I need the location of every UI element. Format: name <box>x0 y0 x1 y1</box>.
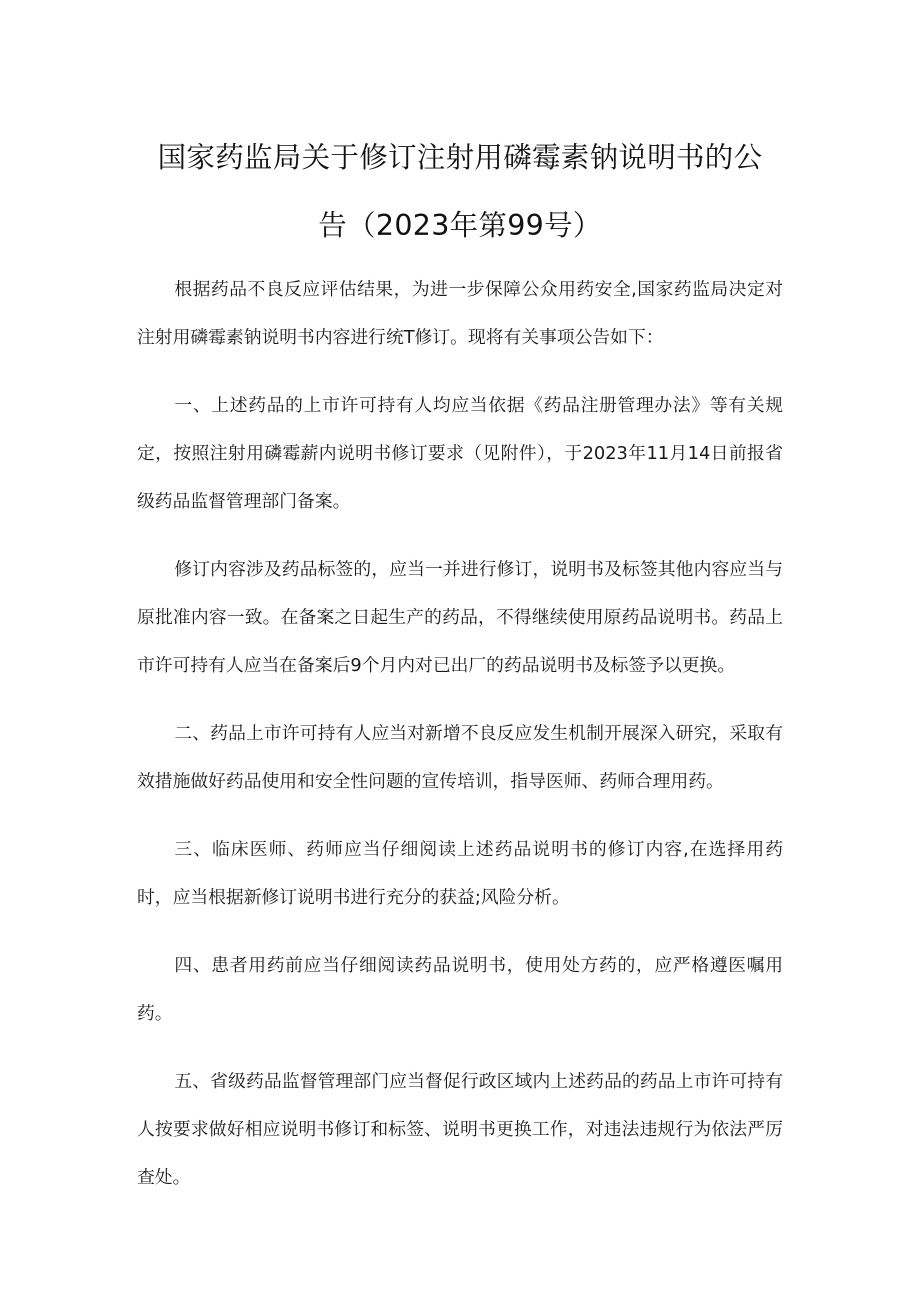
paragraph-intro: 根据药品不良反应评估结果，为进一步保障公众用药安全,国家药监局决定对注射用磷霉素钠说明书内容进行统T修订。现将有关事项公告如下： <box>137 279 783 348</box>
document-body <box>137 266 783 1202</box>
paragraph-item-4: 四、患者用药前应当仔细阅读药品说明书，使用处方药的，应严格遵医嘱用药。 <box>137 955 783 1024</box>
paragraph-item-3: 三、临床医师、药师应当仔细阅读上述药品说明书的修订内容,在选择用药时，应当根据新修订说明书进行充分的获益;风险分析。 <box>137 839 783 908</box>
document-title-line2: 告（2023年第99号） <box>318 209 602 242</box>
paragraph-item-1-continued: 修订内容涉及药品标签的，应当一并进行修订，说明书及标签其他内容应当与原批准内容一致。在备案之日起生产的药品，不得继续使用原药品说明书。药品上市许可持有人应当在备案后9个月内对已出厂的药品说明书及标签予以更换。 <box>137 559 783 676</box>
document-title-line1: 国家药监局关于修订注射用磷霉素钠说明书的公 <box>157 141 763 174</box>
paragraph-item-1: 一、上述药品的上市许可持有人均应当依据《药品注册管理办法》等有关规定，按照注射用磷霉薪内说明书修订要求（见附件），于2023年11月14日前报省级药品监督管理部门备案。 <box>137 395 783 512</box>
paragraph-item-5: 五、省级药品监督管理部门应当督促行政区域内上述药品的药品上市许可持有人按要求做好相应说明书修订和标签、说明书更换工作，对违法违规行为依法严厉查处。 <box>137 1071 783 1188</box>
paragraph-item-2: 二、药品上市许可持有人应当对新增不良反应发生机制开展深入研究，采取有效措施做好药品使用和安全性问题的宣传培训，指导医师、药师合理用药。 <box>137 723 783 792</box>
